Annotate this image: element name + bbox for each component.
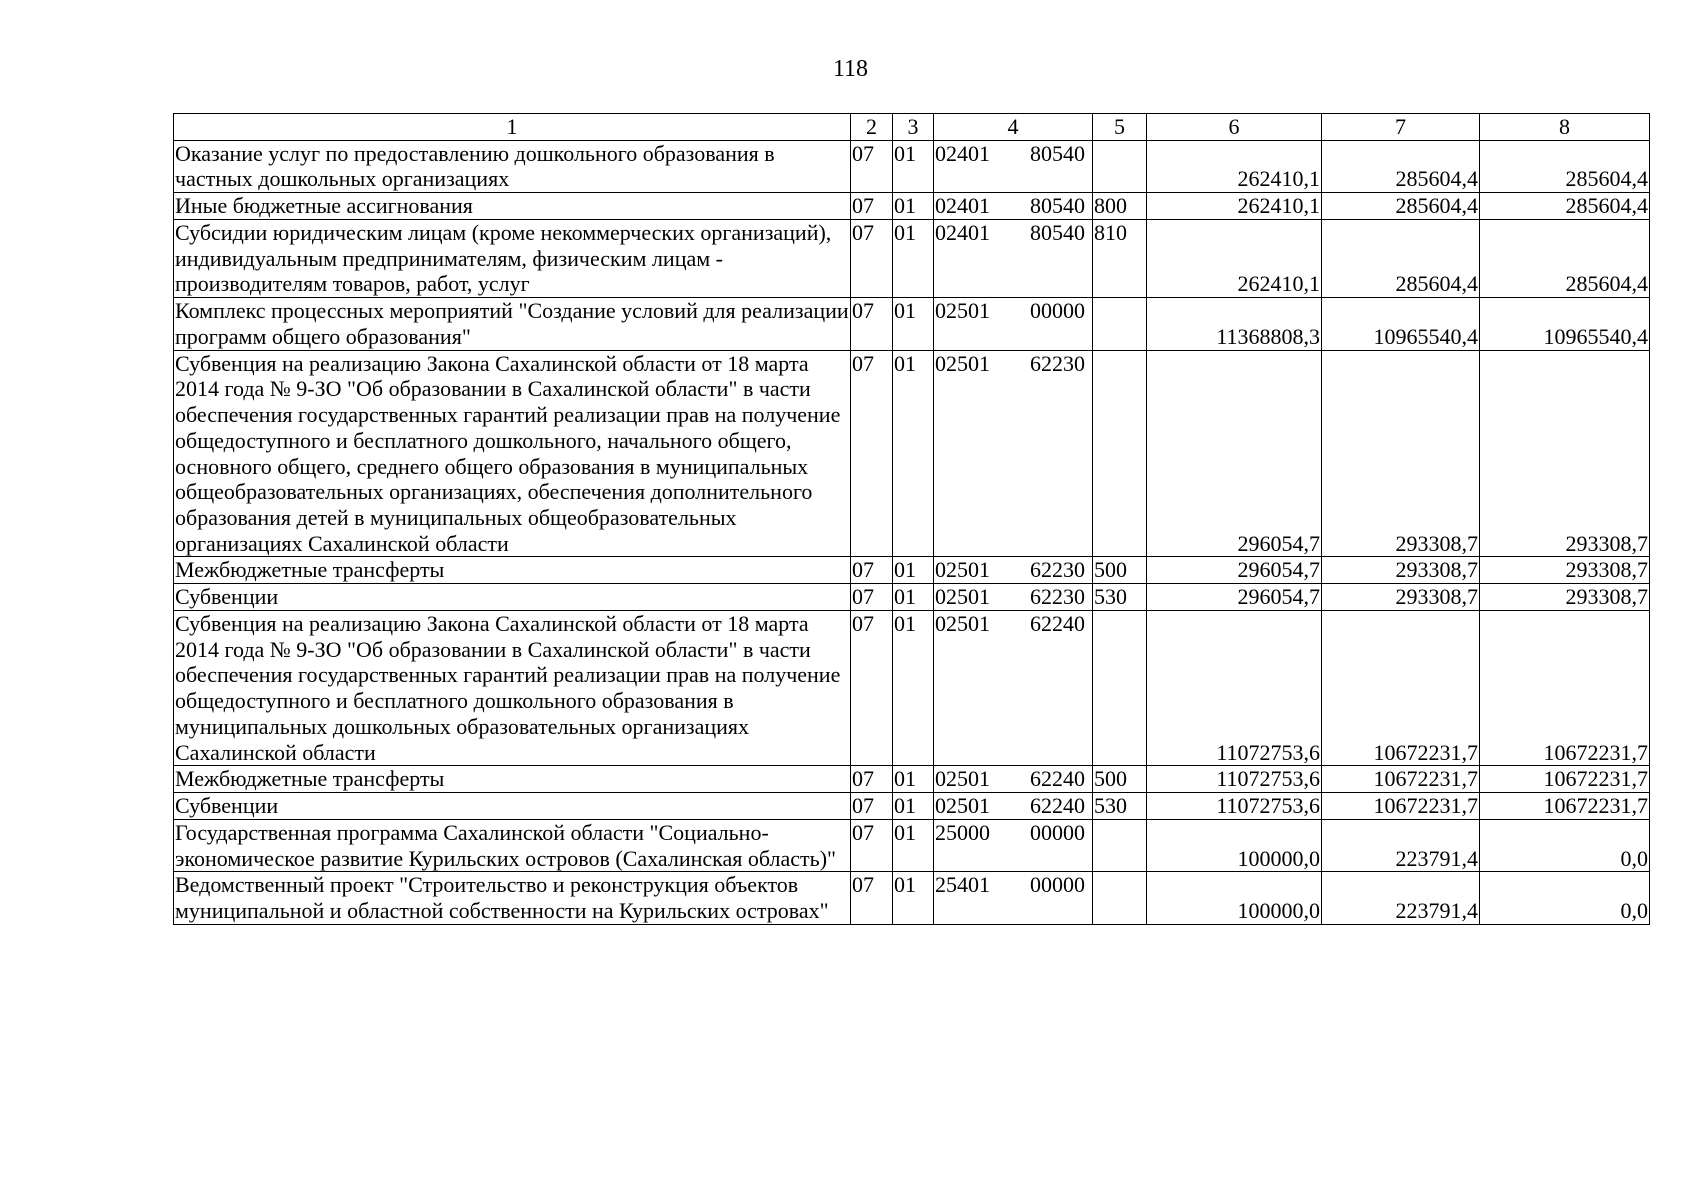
subsection-code: 01 — [893, 350, 934, 557]
amount-col-6: 296054,7 — [1147, 350, 1322, 557]
amount-col-8: 293308,7 — [1480, 557, 1650, 584]
amount-col-8: 293308,7 — [1480, 350, 1650, 557]
section-code: 07 — [851, 193, 893, 220]
column-header-row — [174, 114, 1650, 141]
direction-code: 62240 — [1030, 793, 1085, 819]
table-row — [174, 140, 1650, 192]
target-article-code — [934, 193, 1093, 220]
target-article-code — [934, 557, 1093, 584]
section-code: 07 — [851, 557, 893, 584]
table-row — [174, 793, 1650, 820]
subsection-code: 01 — [893, 298, 934, 350]
target-article-code-parts — [935, 872, 1091, 898]
table-row — [174, 872, 1650, 924]
expense-type-code — [1093, 610, 1147, 765]
table-row — [174, 219, 1650, 297]
column-header: 5 — [1093, 114, 1147, 141]
amount-col-8: 10672231,7 — [1480, 766, 1650, 793]
subsection-code: 01 — [893, 872, 934, 924]
amount-col-7: 10965540,4 — [1322, 298, 1480, 350]
table-row — [174, 584, 1650, 611]
subsection-code: 01 — [893, 140, 934, 192]
subsection-code: 01 — [893, 610, 934, 765]
table-row — [174, 610, 1650, 765]
row-description: Субвенция на реализацию Закона Сахалинской области от 18 марта 2014 года № 9-ЗО "Об образовании в Сахалинской области" в части обеспечения государственных гарантий реализации прав на получение общедоступного и бесплатного дошкольного образования в муниципальных дошкольных образовательных организациях Сахалинской области — [174, 610, 851, 765]
amount-col-7: 10672231,7 — [1322, 610, 1480, 765]
target-article-code — [934, 610, 1093, 765]
section-code: 07 — [851, 298, 893, 350]
amount-col-7: 293308,7 — [1322, 557, 1480, 584]
budget-table — [173, 113, 1650, 925]
row-description: Субвенции — [174, 793, 851, 820]
column-header: 4 — [934, 114, 1093, 141]
amount-col-7: 223791,4 — [1322, 819, 1480, 871]
table-row — [174, 766, 1650, 793]
direction-code: 62240 — [1030, 610, 1085, 636]
subsection-code: 01 — [893, 219, 934, 297]
column-header: 3 — [893, 114, 934, 141]
target-article-code-parts — [935, 766, 1091, 792]
expense-type-code — [1093, 140, 1147, 192]
program-code: 02401 — [935, 219, 990, 245]
row-description: Ведомственный проект "Строительство и реконструкция объектов муниципальной и областной собственности на Курильских островах" — [174, 872, 851, 924]
expense-type-code — [1093, 872, 1147, 924]
column-header: 7 — [1322, 114, 1480, 141]
target-article-code — [934, 819, 1093, 871]
target-article-code — [934, 766, 1093, 793]
amount-col-6: 296054,7 — [1147, 584, 1322, 611]
subsection-code: 01 — [893, 819, 934, 871]
amount-col-6: 262410,1 — [1147, 140, 1322, 192]
row-description: Субвенции — [174, 584, 851, 611]
section-code: 07 — [851, 219, 893, 297]
amount-col-7: 10672231,7 — [1322, 793, 1480, 820]
program-code: 02501 — [935, 584, 990, 610]
column-header: 2 — [851, 114, 893, 141]
target-article-code — [934, 872, 1093, 924]
amount-col-8: 10965540,4 — [1480, 298, 1650, 350]
amount-col-8: 10672231,7 — [1480, 610, 1650, 765]
row-description: Субсидии юридическим лицам (кроме некоммерческих организаций), индивидуальным предпринимателям, физическим лицам - производителям товаров, работ, услуг — [174, 219, 851, 297]
target-article-code — [934, 298, 1093, 350]
direction-code: 62230 — [1030, 350, 1085, 376]
target-article-code-parts — [935, 820, 1091, 846]
target-article-code — [934, 140, 1093, 192]
section-code: 07 — [851, 350, 893, 557]
expense-type-code: 810 — [1093, 219, 1147, 297]
program-code: 02501 — [935, 350, 990, 376]
program-code: 02501 — [935, 298, 990, 324]
direction-code: 62230 — [1030, 584, 1085, 610]
target-article-code — [934, 584, 1093, 611]
amount-col-7: 223791,4 — [1322, 872, 1480, 924]
target-article-code-parts — [935, 557, 1091, 583]
amount-col-8: 0,0 — [1480, 872, 1650, 924]
expense-type-code: 800 — [1093, 193, 1147, 220]
target-article-code-parts — [935, 193, 1091, 219]
subsection-code: 01 — [893, 766, 934, 793]
amount-col-7: 285604,4 — [1322, 219, 1480, 297]
program-code: 02501 — [935, 610, 990, 636]
amount-col-7: 10672231,7 — [1322, 766, 1480, 793]
expense-type-code — [1093, 350, 1147, 557]
row-description: Межбюджетные трансферты — [174, 766, 851, 793]
section-code: 07 — [851, 819, 893, 871]
target-article-code-parts — [935, 611, 1091, 637]
table-row — [174, 819, 1650, 871]
row-description: Иные бюджетные ассигнования — [174, 193, 851, 220]
subsection-code: 01 — [893, 584, 934, 611]
target-article-code — [934, 793, 1093, 820]
amount-col-8: 0,0 — [1480, 819, 1650, 871]
direction-code: 00000 — [1030, 819, 1085, 845]
expense-type-code — [1093, 819, 1147, 871]
table-body — [174, 114, 1650, 925]
page-number: 118 — [832, 56, 869, 82]
section-code: 07 — [851, 584, 893, 611]
direction-code: 80540 — [1030, 219, 1085, 245]
program-code: 25401 — [935, 872, 990, 898]
direction-code: 00000 — [1030, 872, 1085, 898]
expense-type-code: 530 — [1093, 793, 1147, 820]
direction-code: 80540 — [1030, 193, 1085, 219]
program-code: 02401 — [935, 193, 990, 219]
table-row — [174, 557, 1650, 584]
section-code: 07 — [851, 793, 893, 820]
table-row — [174, 298, 1650, 350]
table-row — [174, 350, 1650, 557]
table-row — [174, 193, 1650, 220]
subsection-code: 01 — [893, 193, 934, 220]
amount-col-7: 293308,7 — [1322, 584, 1480, 611]
amount-col-6: 100000,0 — [1147, 819, 1322, 871]
section-code: 07 — [851, 140, 893, 192]
expense-type-code: 500 — [1093, 557, 1147, 584]
program-code: 02501 — [935, 766, 990, 792]
program-code: 25000 — [935, 819, 990, 845]
amount-col-6: 11072753,6 — [1147, 766, 1322, 793]
row-description: Субвенция на реализацию Закона Сахалинской области от 18 марта 2014 года № 9-ЗО "Об образовании в Сахалинской области" в части обеспечения государственных гарантий реализации прав на получение общедоступного и бесплатного дошкольного, начального общего, основного общего, среднего общего образования в муниципальных общеобразовательных организациях, обеспечения дополнительного образования детей в муниципальных общеобразовательных организациях Сахалинской области — [174, 350, 851, 557]
amount-col-7: 285604,4 — [1322, 193, 1480, 220]
direction-code: 00000 — [1030, 298, 1085, 324]
target-article-code-parts — [935, 793, 1091, 819]
target-article-code-parts — [935, 141, 1091, 167]
amount-col-6: 262410,1 — [1147, 219, 1322, 297]
amount-col-6: 11072753,6 — [1147, 610, 1322, 765]
amount-col-8: 293308,7 — [1480, 584, 1650, 611]
target-article-code-parts — [935, 220, 1091, 246]
subsection-code: 01 — [893, 557, 934, 584]
direction-code: 62230 — [1030, 557, 1085, 583]
subsection-code: 01 — [893, 793, 934, 820]
column-header: 6 — [1147, 114, 1322, 141]
amount-col-6: 100000,0 — [1147, 872, 1322, 924]
target-article-code-parts — [935, 298, 1091, 324]
amount-col-7: 293308,7 — [1322, 350, 1480, 557]
row-description: Межбюджетные трансферты — [174, 557, 851, 584]
direction-code: 62240 — [1030, 766, 1085, 792]
amount-col-8: 285604,4 — [1480, 140, 1650, 192]
amount-col-7: 285604,4 — [1322, 140, 1480, 192]
amount-col-6: 11072753,6 — [1147, 793, 1322, 820]
expense-type-code: 530 — [1093, 584, 1147, 611]
target-article-code — [934, 350, 1093, 557]
row-description: Государственная программа Сахалинской области "Социально-экономическое развитие Курильских островов (Сахалинская область)" — [174, 819, 851, 871]
amount-col-6: 296054,7 — [1147, 557, 1322, 584]
expense-type-code: 500 — [1093, 766, 1147, 793]
column-header: 1 — [174, 114, 851, 141]
section-code: 07 — [851, 766, 893, 793]
amount-col-8: 10672231,7 — [1480, 793, 1650, 820]
amount-col-8: 285604,4 — [1480, 193, 1650, 220]
direction-code: 80540 — [1030, 140, 1085, 166]
program-code: 02501 — [935, 557, 990, 583]
row-description: Оказание услуг по предоставлению дошкольного образования в частных дошкольных организациях — [174, 140, 851, 192]
target-article-code-parts — [935, 584, 1091, 610]
column-header: 8 — [1480, 114, 1650, 141]
program-code: 02501 — [935, 793, 990, 819]
target-article-code — [934, 219, 1093, 297]
target-article-code-parts — [935, 351, 1091, 377]
amount-col-6: 11368808,3 — [1147, 298, 1322, 350]
program-code: 02401 — [935, 140, 990, 166]
amount-col-6: 262410,1 — [1147, 193, 1322, 220]
expense-type-code — [1093, 298, 1147, 350]
section-code: 07 — [851, 610, 893, 765]
section-code: 07 — [851, 872, 893, 924]
row-description: Комплекс процессных мероприятий "Создание условий для реализации программ общего образования" — [175, 298, 849, 349]
amount-col-8: 285604,4 — [1480, 219, 1650, 297]
